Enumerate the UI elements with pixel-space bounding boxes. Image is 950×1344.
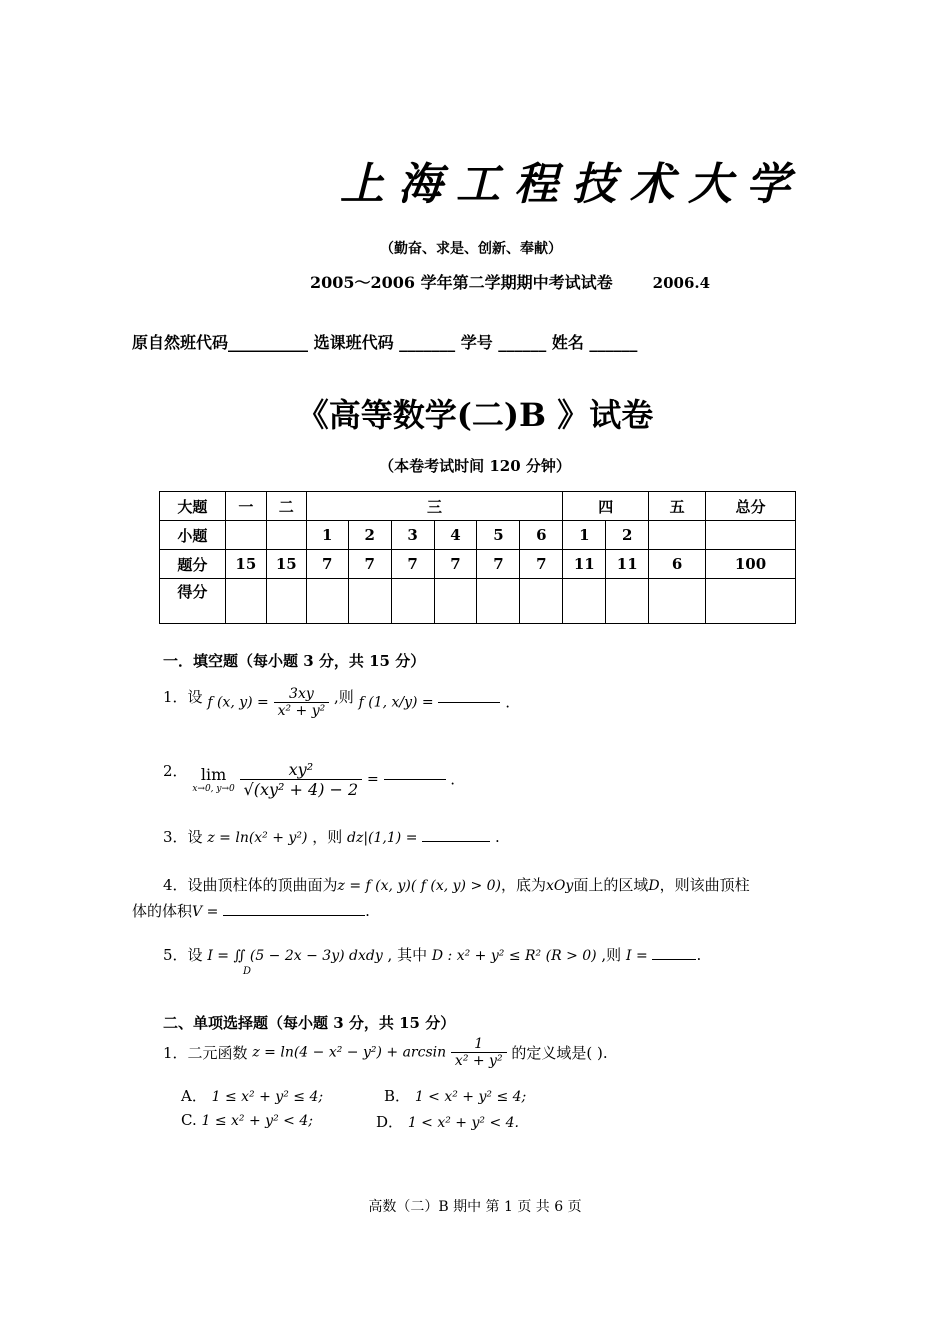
sub-item: 2 bbox=[348, 521, 391, 550]
answer-blank[interactable] bbox=[652, 959, 696, 960]
table-row bbox=[160, 550, 796, 579]
score-input-cell[interactable] bbox=[266, 579, 306, 624]
q4-expr: xOy bbox=[546, 878, 574, 894]
student-info: 原自然班代码__________ 选课班代码 _______ 学号 ______ 姓名 ______ bbox=[132, 333, 638, 352]
q3-prefix: 3．设 bbox=[163, 828, 203, 846]
s2q1-expr: z = ln(4 − x² − y²) + arcsin bbox=[252, 1044, 447, 1061]
points-cell: 7 bbox=[520, 550, 563, 579]
sub-item: 5 bbox=[477, 521, 520, 550]
section1-heading: 一．填空题（每小题 3 分，共 15 分） bbox=[163, 652, 426, 670]
option-expr: 1 ≤ x² + y² ≤ 4; bbox=[211, 1089, 324, 1105]
section-header: 三 bbox=[306, 492, 563, 521]
table-cell bbox=[266, 521, 306, 550]
points-cell: 15 bbox=[266, 550, 306, 579]
row-label: 得分 bbox=[160, 579, 226, 624]
section-header: 总分 bbox=[706, 492, 796, 521]
q5-region-subscript: D bbox=[243, 966, 252, 977]
option-expr: 1 < x² + y² ≤ 4; bbox=[414, 1089, 527, 1105]
q4-text: 面上的区域 bbox=[573, 876, 649, 894]
section-header: 二 bbox=[266, 492, 306, 521]
points-cell: 15 bbox=[225, 550, 266, 579]
s2q1-numerator: 1 bbox=[451, 1036, 507, 1053]
score-input-cell[interactable] bbox=[520, 579, 563, 624]
table-cell bbox=[649, 521, 706, 550]
q5-then: ,则 bbox=[601, 946, 622, 964]
option-label: B． bbox=[384, 1087, 411, 1105]
row-label: 大题 bbox=[160, 492, 226, 521]
q1-func: f (x, y) = bbox=[207, 694, 269, 711]
s2q1-fraction bbox=[451, 1036, 507, 1069]
table-cell bbox=[225, 521, 266, 550]
score-input-cell[interactable] bbox=[391, 579, 434, 624]
points-cell: 7 bbox=[477, 550, 520, 579]
points-cell: 7 bbox=[391, 550, 434, 579]
term-line bbox=[310, 270, 710, 293]
score-input-cell[interactable] bbox=[606, 579, 649, 624]
s2q1-denominator: x² + y² bbox=[454, 1053, 503, 1069]
option-expr: 1 < x² + y² < 4. bbox=[407, 1115, 519, 1131]
s2q1-suffix: 的定义域是( ). bbox=[511, 1044, 608, 1062]
score-input-cell[interactable] bbox=[477, 579, 520, 624]
option-label: D． bbox=[376, 1113, 404, 1131]
answer-blank[interactable] bbox=[422, 841, 490, 842]
score-input-cell[interactable] bbox=[706, 579, 796, 624]
row-label: 题分 bbox=[160, 550, 226, 579]
q4-text: 4．设曲顶柱体的顶曲面为 bbox=[163, 876, 338, 894]
points-cell: 7 bbox=[306, 550, 348, 579]
q2-prefix: 2． bbox=[163, 762, 188, 780]
points-cell: 11 bbox=[606, 550, 649, 579]
q5-expr: I = ∬ (5 − 2x − 3y) dxdy bbox=[207, 948, 383, 964]
q2-limit bbox=[192, 765, 234, 794]
q3-expr: z = ln(x² + y²) bbox=[207, 830, 308, 846]
time-note: （本卷考试时间 120 分钟） bbox=[379, 457, 571, 475]
score-input-cell[interactable] bbox=[348, 579, 391, 624]
term-text: 2005～2006 学年第二学期期中考试试卷 bbox=[310, 273, 613, 292]
q2-numerator: xy² bbox=[240, 760, 363, 780]
option-a[interactable] bbox=[181, 1085, 323, 1106]
q4-text: ，则该曲顶柱 bbox=[659, 876, 750, 894]
table-row bbox=[160, 492, 796, 521]
answer-blank[interactable] bbox=[438, 702, 500, 703]
option-label: A． bbox=[181, 1087, 207, 1105]
s1-question-4-line2: 体的体积V = . bbox=[132, 902, 370, 920]
score-table bbox=[159, 491, 796, 624]
table-row bbox=[160, 521, 796, 550]
q1-eval: f (1, x/y) = bbox=[358, 694, 434, 711]
q3-eval: dz|(1,1) = bbox=[347, 830, 418, 846]
sub-item: 6 bbox=[520, 521, 563, 550]
sub-item: 1 bbox=[563, 521, 606, 550]
q2-eq: = bbox=[366, 771, 379, 788]
option-d[interactable] bbox=[376, 1111, 519, 1132]
score-input-cell[interactable] bbox=[434, 579, 477, 624]
s1-question-4 bbox=[163, 874, 833, 895]
q5-text: , 其中 bbox=[387, 946, 428, 964]
option-expr: 1 ≤ x² + y² < 4; bbox=[201, 1113, 313, 1129]
sub-item: 3 bbox=[391, 521, 434, 550]
option-c[interactable] bbox=[181, 1111, 313, 1129]
q5-eval: I = bbox=[625, 948, 648, 964]
q1-fraction bbox=[274, 686, 330, 719]
q3-then: ，则 bbox=[312, 828, 343, 846]
s1-question-1: 1．设 f (x, y) = $\frac{3xy}{\text{x² + y²}}$ ,则 f (1, x/y) = . bbox=[163, 686, 510, 719]
points-cell: 100 bbox=[706, 550, 796, 579]
q4-text: 体的体积 bbox=[132, 902, 193, 920]
section-header: 一 bbox=[225, 492, 266, 521]
points-cell: 11 bbox=[563, 550, 606, 579]
q1-numerator: 3xy bbox=[274, 686, 330, 703]
answer-blank[interactable] bbox=[384, 779, 446, 780]
section-header: 四 bbox=[563, 492, 649, 521]
page-footer: 高数（二）B 期中 第 1 页 共 6 页 bbox=[368, 1199, 582, 1215]
university-logo: 上海工程技术大学 bbox=[340, 159, 804, 210]
option-b[interactable] bbox=[384, 1085, 526, 1106]
sub-item: 2 bbox=[606, 521, 649, 550]
q4-expr: z = f (x, y)( f (x, y) > 0) bbox=[337, 878, 501, 894]
row-label: 小题 bbox=[160, 521, 226, 550]
points-cell: 7 bbox=[348, 550, 391, 579]
table-row bbox=[160, 579, 796, 624]
sub-item: 4 bbox=[434, 521, 477, 550]
q4-text: ，底为 bbox=[501, 876, 547, 894]
exam-date: 2006.4 bbox=[652, 274, 711, 292]
points-cell: 7 bbox=[434, 550, 477, 579]
lim-subscript: x→0, y→0 bbox=[192, 784, 235, 794]
score-input-cell[interactable] bbox=[306, 579, 348, 624]
q4-expr: D bbox=[648, 878, 660, 894]
q1-denominator: x² + y² bbox=[277, 703, 326, 719]
q1-then: ,则 bbox=[334, 688, 354, 706]
score-input-cell[interactable] bbox=[563, 579, 606, 624]
sub-item: 1 bbox=[306, 521, 348, 550]
points-cell: 6 bbox=[649, 550, 706, 579]
q5-domain: D : x² + y² ≤ R² (R > 0) bbox=[431, 948, 597, 964]
option-label: C. bbox=[181, 1111, 197, 1129]
q2-fraction bbox=[240, 760, 363, 799]
q1-prefix: 1．设 bbox=[163, 688, 203, 706]
section2-heading: 二、单项选择题（每小题 3 分，共 15 分） bbox=[163, 1014, 456, 1032]
q5-prefix: 5．设 bbox=[163, 946, 203, 964]
score-input-cell[interactable] bbox=[649, 579, 706, 624]
lim-symbol: lim bbox=[200, 765, 227, 784]
s2q1-prefix: 1．二元函数 bbox=[163, 1044, 248, 1062]
table-cell bbox=[706, 521, 796, 550]
motto: （勤奋、求是、创新、奉献） bbox=[380, 241, 562, 257]
q2-denominator: √(xy² + 4) − 2 bbox=[243, 780, 359, 799]
exam-title: 《高等数学(二)B 》试卷 bbox=[296, 396, 654, 434]
answer-blank[interactable] bbox=[223, 915, 365, 916]
section-header: 五 bbox=[649, 492, 706, 521]
s2-question-1 bbox=[163, 1036, 608, 1069]
q4-expr: V = bbox=[192, 904, 219, 920]
score-input-cell[interactable] bbox=[225, 579, 266, 624]
s1-question-3: 3．设 z = ln(x² + y²) ，则 dz|(1,1) = . bbox=[163, 828, 500, 846]
s1-question-5: 5．设 I = ∬ (5 − 2x − 3y) dxdy , 其中 D : x² + y² ≤ R² (R > 0) ,则 I = . bbox=[163, 946, 702, 964]
s1-question-2: 2． lim x→0, y→0 $\frac{\text{xy²}}{\text{√(xy² + 4) − 2}}$ = . bbox=[163, 760, 456, 799]
